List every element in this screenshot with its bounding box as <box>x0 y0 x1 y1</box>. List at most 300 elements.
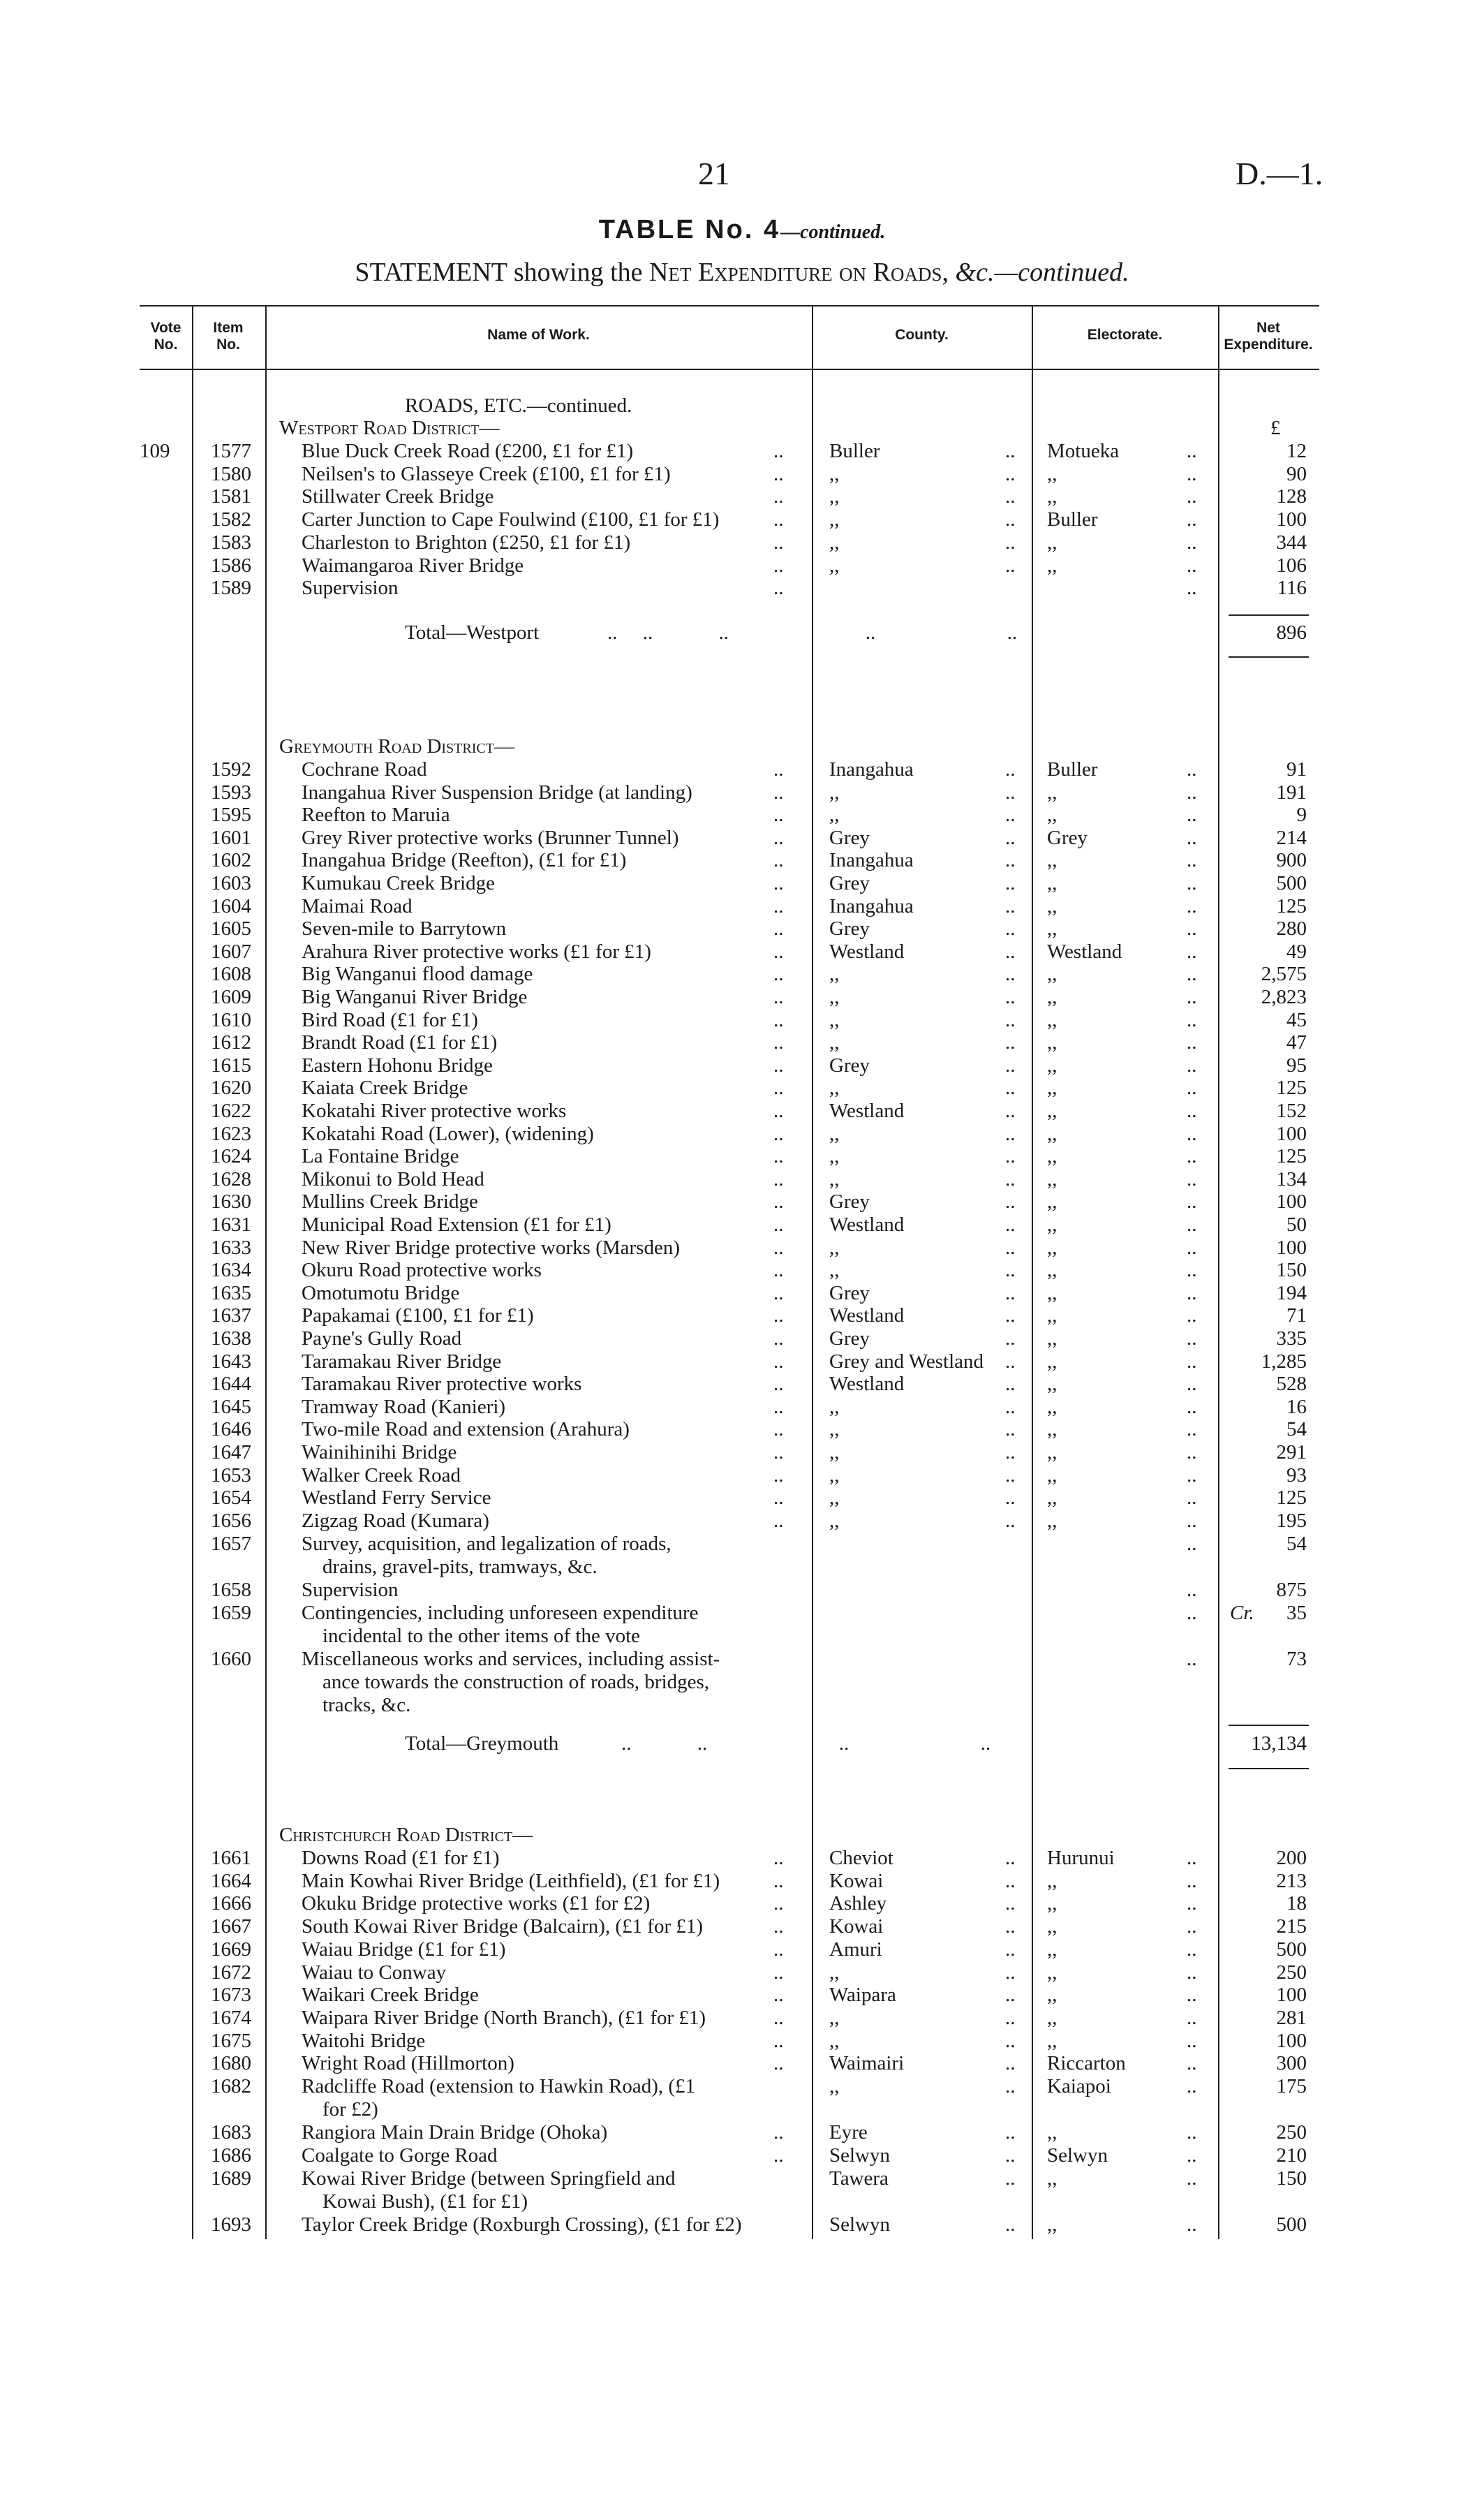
net-expenditure: 100 <box>1276 2029 1307 2052</box>
table-row <box>0 508 1484 531</box>
greymouth-total-rule-top <box>1229 1725 1309 1726</box>
christchurch-district-title: Christchurch Road District— <box>279 1824 533 1846</box>
item-number: 1666 <box>211 1892 251 1915</box>
leader-dots: .. <box>1005 1350 1016 1373</box>
leader-dots: .. <box>773 917 784 941</box>
net-expenditure: 12 <box>1286 440 1307 462</box>
work-name: Carter Junction to Cape Foulwind (£100, £1 for £1) <box>302 508 720 531</box>
leader-dots: .. <box>1187 1008 1197 1031</box>
county: ,, <box>829 1395 840 1418</box>
item-number: 1680 <box>211 2052 251 2075</box>
leader-dots: .. <box>1005 531 1016 554</box>
leader-dots: .. <box>773 1054 784 1077</box>
leader-dots: .. <box>1187 872 1197 894</box>
work-name: Main Kowhai River Bridge (Leithfield), (£1 for £1) <box>302 1869 720 1892</box>
net-expenditure: 93 <box>1286 1463 1307 1487</box>
leader-dots: .. <box>773 1145 784 1168</box>
leader-dots: .. <box>1005 2144 1016 2167</box>
leader-dots: .. <box>1005 1122 1016 1145</box>
net-expenditure: 100 <box>1276 1236 1307 1259</box>
electorate: Westland <box>1047 940 1122 963</box>
net-expenditure: 2,575 <box>1261 963 1307 986</box>
electorate: ,, <box>1047 1236 1058 1259</box>
statement-heading <box>0 257 1484 288</box>
electorate: ,, <box>1047 872 1058 894</box>
leader-dots: .. <box>1005 804 1016 827</box>
work-name: Brandt Road (£1 for £1) <box>302 1031 498 1054</box>
work-name: Seven-mile to Barrytown <box>302 917 507 941</box>
section-heading: ROADS, ETC.—continued. <box>405 394 632 417</box>
county: ,, <box>829 554 840 577</box>
table-row <box>0 1009 1484 1032</box>
net-expenditure: 100 <box>1276 1984 1307 2007</box>
county: Westland <box>829 1100 905 1122</box>
county: Grey and Westland <box>829 1350 984 1373</box>
leader-dots: .. <box>773 1487 784 1510</box>
leader-dots: .. <box>773 2029 784 2052</box>
work-name: Kowai River Bridge (between Springfield and <box>302 2167 676 2190</box>
table-row <box>0 1441 1484 1464</box>
net-expenditure: 175 <box>1276 2075 1307 2097</box>
county: Westland <box>829 940 905 963</box>
leader-dots: .. <box>1005 2167 1016 2190</box>
work-name: Two-mile Road and extension (Arahura) <box>302 1418 630 1441</box>
net-expenditure: 200 <box>1276 1847 1307 1869</box>
leader-dots: .. <box>1187 1892 1197 1915</box>
item-number: 1660 <box>211 1648 251 1670</box>
item-number: 1654 <box>211 1487 251 1510</box>
table-row <box>0 1648 1484 1671</box>
leader-dots: .. <box>1187 1509 1197 1532</box>
leader-dots: .. <box>1187 1350 1197 1373</box>
county: Grey <box>829 917 870 941</box>
net-expenditure: 1,285 <box>1261 1350 1307 1373</box>
county: ,, <box>829 963 840 986</box>
net-expenditure: 100 <box>1276 508 1307 531</box>
work-name-continued: Kowai Bush), (£1 for £1) <box>322 2190 528 2213</box>
item-number: 1609 <box>211 986 251 1008</box>
leader-dots: .. <box>773 872 784 894</box>
leader-dots: .. <box>1005 1167 1016 1190</box>
header-bottom-rule <box>140 369 1319 370</box>
leader-dots: .. <box>773 1327 784 1350</box>
item-number: 1580 <box>211 462 251 485</box>
item-number: 1608 <box>211 963 251 986</box>
net-expenditure: 106 <box>1276 554 1307 577</box>
item-number: 1623 <box>211 1122 251 1145</box>
electorate: ,, <box>1047 462 1058 485</box>
header-name: Name of Work. <box>487 327 590 343</box>
county: Westland <box>829 1304 905 1327</box>
table-row <box>0 1915 1484 1938</box>
table-row <box>0 1579 1484 1602</box>
item-number: 1583 <box>211 531 251 554</box>
leader-dots: .. <box>773 1350 784 1373</box>
county: ,, <box>829 1236 840 1259</box>
leader-dots: .. <box>1005 1915 1016 1938</box>
item-number: 1582 <box>211 508 251 531</box>
county: ,, <box>829 2075 840 2097</box>
table-row <box>0 941 1484 964</box>
work-name: Tramway Road (Kanieri) <box>302 1395 506 1418</box>
leader-dots: .. <box>773 986 784 1008</box>
leader-dots: .. <box>1005 1100 1016 1122</box>
county: ,, <box>829 1418 840 1441</box>
county: ,, <box>829 804 840 827</box>
county: ,, <box>829 2029 840 2052</box>
leader-dots: .. <box>773 804 784 827</box>
net-expenditure: 335 <box>1276 1327 1307 1350</box>
item-number: 1637 <box>211 1304 251 1327</box>
item-number: 1647 <box>211 1441 251 1463</box>
leader-dots: .. <box>1005 963 1016 986</box>
leader-dots: .. <box>773 1008 784 1031</box>
county: Westland <box>829 1373 905 1396</box>
leader-dots: .. <box>773 1236 784 1259</box>
leader-dots: .. <box>773 1938 784 1961</box>
document-reference: D.—1. <box>1236 156 1323 191</box>
table-row <box>0 1938 1484 1961</box>
work-name: South Kowai River Bridge (Balcairn), (£1 for £1) <box>302 1915 704 1938</box>
leader-dots: .. <box>773 2144 784 2167</box>
county: Grey <box>829 1054 870 1077</box>
work-name-continued: drains, gravel-pits, tramways, &c. <box>322 1556 598 1578</box>
electorate: ,, <box>1047 1167 1058 1190</box>
leader-dots: .. <box>1005 1236 1016 1259</box>
table-row <box>0 2167 1484 2190</box>
electorate: ,, <box>1047 1961 1058 1984</box>
work-name: Neilsen's to Glasseye Creek (£100, £1 for £1) <box>302 462 671 485</box>
leader-dots: .. <box>773 1961 784 1984</box>
header-vote: Vote No. <box>150 320 181 353</box>
work-name: La Fontaine Bridge <box>302 1145 459 1168</box>
county: Selwyn <box>829 2144 890 2167</box>
net-expenditure: 280 <box>1276 917 1307 941</box>
leader-dots: .. <box>1187 1847 1197 1869</box>
county: Eyre <box>829 2121 868 2144</box>
net-expenditure: 50 <box>1286 1214 1307 1236</box>
net-expenditure: 128 <box>1276 485 1307 508</box>
work-name: Big Wanganui River Bridge <box>302 986 528 1008</box>
leader-dots: .. <box>1005 1961 1016 1984</box>
electorate: ,, <box>1047 1077 1058 1100</box>
leader-dots: .. <box>1005 826 1016 849</box>
item-number: 1657 <box>211 1533 251 1555</box>
work-name: Rangiora Main Drain Bridge (Ohoka) <box>302 2121 608 2144</box>
work-name: Supervision <box>302 577 399 600</box>
electorate: Buller <box>1047 758 1098 781</box>
work-name: Miscellaneous works and services, including assist- <box>302 1648 720 1670</box>
leader-dots: .. <box>1187 917 1197 941</box>
item-number: 1628 <box>211 1167 251 1190</box>
item-number: 1669 <box>211 1938 251 1961</box>
work-name: Municipal Road Extension (£1 for £1) <box>302 1214 611 1236</box>
leader-dots: .. <box>1005 1054 1016 1077</box>
item-number: 1638 <box>211 1327 251 1350</box>
leader-dots: .. <box>1187 1418 1197 1441</box>
county: Buller <box>829 440 880 462</box>
leader-dots: .. <box>1005 508 1016 531</box>
westport-district-title: Westport Road District— <box>279 417 500 439</box>
table-row <box>0 917 1484 941</box>
leader-dots: .. <box>1187 2121 1197 2144</box>
work-name: Taramakau River Bridge <box>302 1350 502 1373</box>
electorate: ,, <box>1047 986 1058 1008</box>
leader-dots: .. <box>773 781 784 804</box>
net-expenditure: 291 <box>1276 1441 1307 1463</box>
leader-dots: .. <box>773 1395 784 1418</box>
table-row <box>0 849 1484 872</box>
work-name: Westland Ferry Service <box>302 1487 491 1510</box>
table-row <box>0 1373 1484 1396</box>
leader-dots: .. <box>1005 2213 1016 2236</box>
leader-dots: .. <box>773 1259 784 1282</box>
leader-dots: .. <box>1005 2006 1016 2029</box>
work-name: Kumukau Creek Bridge <box>302 872 496 894</box>
net-expenditure: 152 <box>1276 1100 1307 1122</box>
statement-prefix: STATEMENT showing the <box>355 258 643 287</box>
work-name: Walker Creek Road <box>302 1463 461 1487</box>
net-expenditure: 875 <box>1276 1579 1307 1601</box>
greymouth-total-rule-bottom <box>1229 1768 1309 1769</box>
electorate: ,, <box>1047 1869 1058 1892</box>
leader-dots: .. <box>1187 1938 1197 1961</box>
table-row <box>0 1327 1484 1350</box>
leader-dots: .. <box>1005 2121 1016 2144</box>
table-title <box>0 215 1484 245</box>
leader-dots: .. <box>1005 462 1016 485</box>
table-row <box>0 781 1484 804</box>
leader-dots: .. <box>1187 1869 1197 1892</box>
leader-dots: .. <box>1005 1984 1016 2007</box>
work-name: Big Wanganui flood damage <box>302 963 533 986</box>
leader-dots: .. <box>1187 1487 1197 1510</box>
leader-dots: .. <box>1005 554 1016 577</box>
electorate: ,, <box>1047 1373 1058 1396</box>
net-expenditure: 35 <box>1286 1602 1307 1624</box>
net-expenditure: 134 <box>1276 1167 1307 1190</box>
net-expenditure: 150 <box>1276 2167 1307 2190</box>
item-number: 1656 <box>211 1509 251 1532</box>
work-name: Survey, acquisition, and legalization of roads, <box>302 1533 671 1555</box>
leader-dots: .. <box>1187 531 1197 554</box>
item-number: 1686 <box>211 2144 251 2167</box>
county: Kowai <box>829 1915 884 1938</box>
leader-dots: .. <box>773 1984 784 2007</box>
work-name: Cochrane Road <box>302 758 427 781</box>
table-row <box>0 1282 1484 1305</box>
net-expenditure: 90 <box>1286 462 1307 485</box>
electorate: ,, <box>1047 1122 1058 1145</box>
leader-dots: .. <box>1187 440 1197 462</box>
leader-dots: .. <box>1187 1281 1197 1304</box>
work-name: Grey River protective works (Brunner Tunnel) <box>302 826 679 849</box>
net-expenditure: 900 <box>1276 849 1307 872</box>
leader-dots: .. <box>773 1892 784 1915</box>
leader-dots: .. <box>1187 1915 1197 1938</box>
work-name: Taylor Creek Bridge (Roxburgh Crossing), (£1 for £2) <box>302 2213 742 2236</box>
table-title-main: TABLE No. 4 <box>598 215 781 244</box>
leader-dots: .. <box>1005 1418 1016 1441</box>
leader-dots: .. <box>1187 1190 1197 1214</box>
work-name: Wainihinihi Bridge <box>302 1441 457 1463</box>
table-row <box>0 1145 1484 1168</box>
vote-number: 109 <box>140 440 170 462</box>
net-expenditure: 528 <box>1276 1373 1307 1396</box>
table-row <box>0 1510 1484 1533</box>
table-row <box>0 1259 1484 1282</box>
work-name: Reefton to Maruia <box>302 804 450 827</box>
table-row <box>0 2052 1484 2075</box>
leader-dots: .. <box>1187 1463 1197 1487</box>
leader-dots: .. <box>773 1077 784 1100</box>
leader-dots: .. <box>773 758 784 781</box>
electorate: ,, <box>1047 963 1058 986</box>
leader-dots: .. <box>1187 462 1197 485</box>
table-row <box>0 554 1484 577</box>
electorate: ,, <box>1047 1190 1058 1214</box>
leader-dots: .. <box>773 1373 784 1396</box>
county: Westland <box>829 1214 905 1236</box>
table-row <box>0 2121 1484 2144</box>
county: ,, <box>829 2006 840 2029</box>
work-name: Inangahua River Suspension Bridge (at landing) <box>302 781 692 804</box>
leader-dots: .. <box>1005 1190 1016 1214</box>
item-number: 1612 <box>211 1031 251 1054</box>
county: ,, <box>829 1145 840 1168</box>
table-top-rule <box>140 305 1319 307</box>
county: ,, <box>829 986 840 1008</box>
county: ,, <box>829 1122 840 1145</box>
net-expenditure: 250 <box>1276 2121 1307 2144</box>
leader-dots: .. <box>773 1031 784 1054</box>
leader-dots: .. <box>1005 849 1016 872</box>
electorate: ,, <box>1047 1100 1058 1122</box>
item-number: 1604 <box>211 894 251 917</box>
net-expenditure: 195 <box>1276 1509 1307 1532</box>
table-row <box>0 463 1484 486</box>
county: Grey <box>829 872 870 894</box>
leader-dots: .. <box>1187 2075 1197 2097</box>
leader-dots: .. <box>1005 1869 1016 1892</box>
item-number: 1664 <box>211 1869 251 1892</box>
item-number: 1586 <box>211 554 251 577</box>
work-name: Mikonui to Bold Head <box>302 1167 484 1190</box>
leader-dots: .. <box>1187 485 1197 508</box>
work-name: Mullins Creek Bridge <box>302 1190 478 1214</box>
leader-dots: .. <box>773 2121 784 2144</box>
county: Waimairi <box>829 2052 905 2075</box>
work-name-continued: incidental to the other items of the vote <box>322 1625 641 1647</box>
county: Inangahua <box>829 894 914 917</box>
table-row <box>0 963 1484 986</box>
item-number: 1689 <box>211 2167 251 2190</box>
net-expenditure: 191 <box>1276 781 1307 804</box>
county: ,, <box>829 1441 840 1463</box>
county: Kowai <box>829 1869 884 1892</box>
net-expenditure: 125 <box>1276 1145 1307 1168</box>
table-row <box>0 1396 1484 1419</box>
leader-dots: .. <box>1187 1100 1197 1122</box>
item-number: 1667 <box>211 1915 251 1938</box>
greymouth-district-title: Greymouth Road District— <box>279 735 514 758</box>
leader-dots: .. <box>1187 986 1197 1008</box>
electorate: ,, <box>1047 804 1058 827</box>
table-row <box>0 1100 1484 1123</box>
leader-dots: .. <box>1005 872 1016 894</box>
work-name: Charleston to Brighton (£250, £1 for £1) <box>302 531 631 554</box>
table-row <box>0 577 1484 600</box>
county: ,, <box>829 508 840 531</box>
leader-dots: .. <box>773 508 784 531</box>
item-number: 1645 <box>211 1395 251 1418</box>
leader-dots: .. <box>1005 1938 1016 1961</box>
leader-dots: .. <box>1005 2075 1016 2097</box>
electorate: ,, <box>1047 1984 1058 2007</box>
work-name: Waipara River Bridge (North Branch), (£1 for £1) <box>302 2006 706 2029</box>
work-name: Wright Road (Hillmorton) <box>302 2052 514 2075</box>
county: Tawera <box>829 2167 889 2190</box>
work-name: Zigzag Road (Kumara) <box>302 1509 489 1532</box>
table-row <box>0 485 1484 508</box>
header-net-expenditure: Net Expenditure. <box>1224 320 1313 353</box>
leader-dots: .. <box>1187 1145 1197 1168</box>
leader-dots: .. <box>1187 963 1197 986</box>
leader-dots: .. <box>1187 1304 1197 1327</box>
county: Selwyn <box>829 2213 890 2236</box>
electorate: ,, <box>1047 1395 1058 1418</box>
table-row <box>0 2030 1484 2053</box>
table-row <box>0 1870 1484 1893</box>
leader-dots: .. <box>1187 2144 1197 2167</box>
net-expenditure: 45 <box>1286 1008 1307 1031</box>
leader-dots: .. <box>773 2006 784 2029</box>
table-row <box>0 2075 1484 2098</box>
work-name: Bird Road (£1 for £1) <box>302 1008 478 1031</box>
electorate: ,, <box>1047 1145 1058 1168</box>
item-number: 1603 <box>211 872 251 894</box>
electorate: Selwyn <box>1047 2144 1108 2167</box>
currency-symbol: £ <box>1270 417 1281 439</box>
county: ,, <box>829 1509 840 1532</box>
electorate: ,, <box>1047 1327 1058 1350</box>
net-expenditure: 16 <box>1286 1395 1307 1418</box>
leader-dots: .. <box>773 1190 784 1214</box>
leader-dots: .. <box>773 440 784 462</box>
leader-dots: .. <box>1187 577 1197 600</box>
electorate: ,, <box>1047 2029 1058 2052</box>
work-name: New River Bridge protective works (Marsden) <box>302 1236 680 1259</box>
work-name: Stillwater Creek Bridge <box>302 485 494 508</box>
net-expenditure: 116 <box>1277 577 1307 600</box>
work-name: Maimai Road <box>302 894 413 917</box>
header-electorate: Electorate. <box>1087 327 1163 343</box>
leader-dots: .. <box>773 1441 784 1463</box>
table-row <box>0 1961 1484 1984</box>
table-row <box>0 895 1484 918</box>
item-number: 1581 <box>211 485 251 508</box>
leader-dots: .. <box>1005 1214 1016 1236</box>
leader-dots: .. <box>1187 1579 1197 1601</box>
leader-dots: .. <box>1005 1077 1016 1100</box>
electorate: ,, <box>1047 1418 1058 1441</box>
electorate: ,, <box>1047 781 1058 804</box>
county: ,, <box>829 1008 840 1031</box>
leader-dots: .. <box>1005 940 1016 963</box>
county: ,, <box>829 781 840 804</box>
leader-dots: .. <box>1187 1031 1197 1054</box>
statement-suffix: &c.—continued. <box>955 258 1129 287</box>
